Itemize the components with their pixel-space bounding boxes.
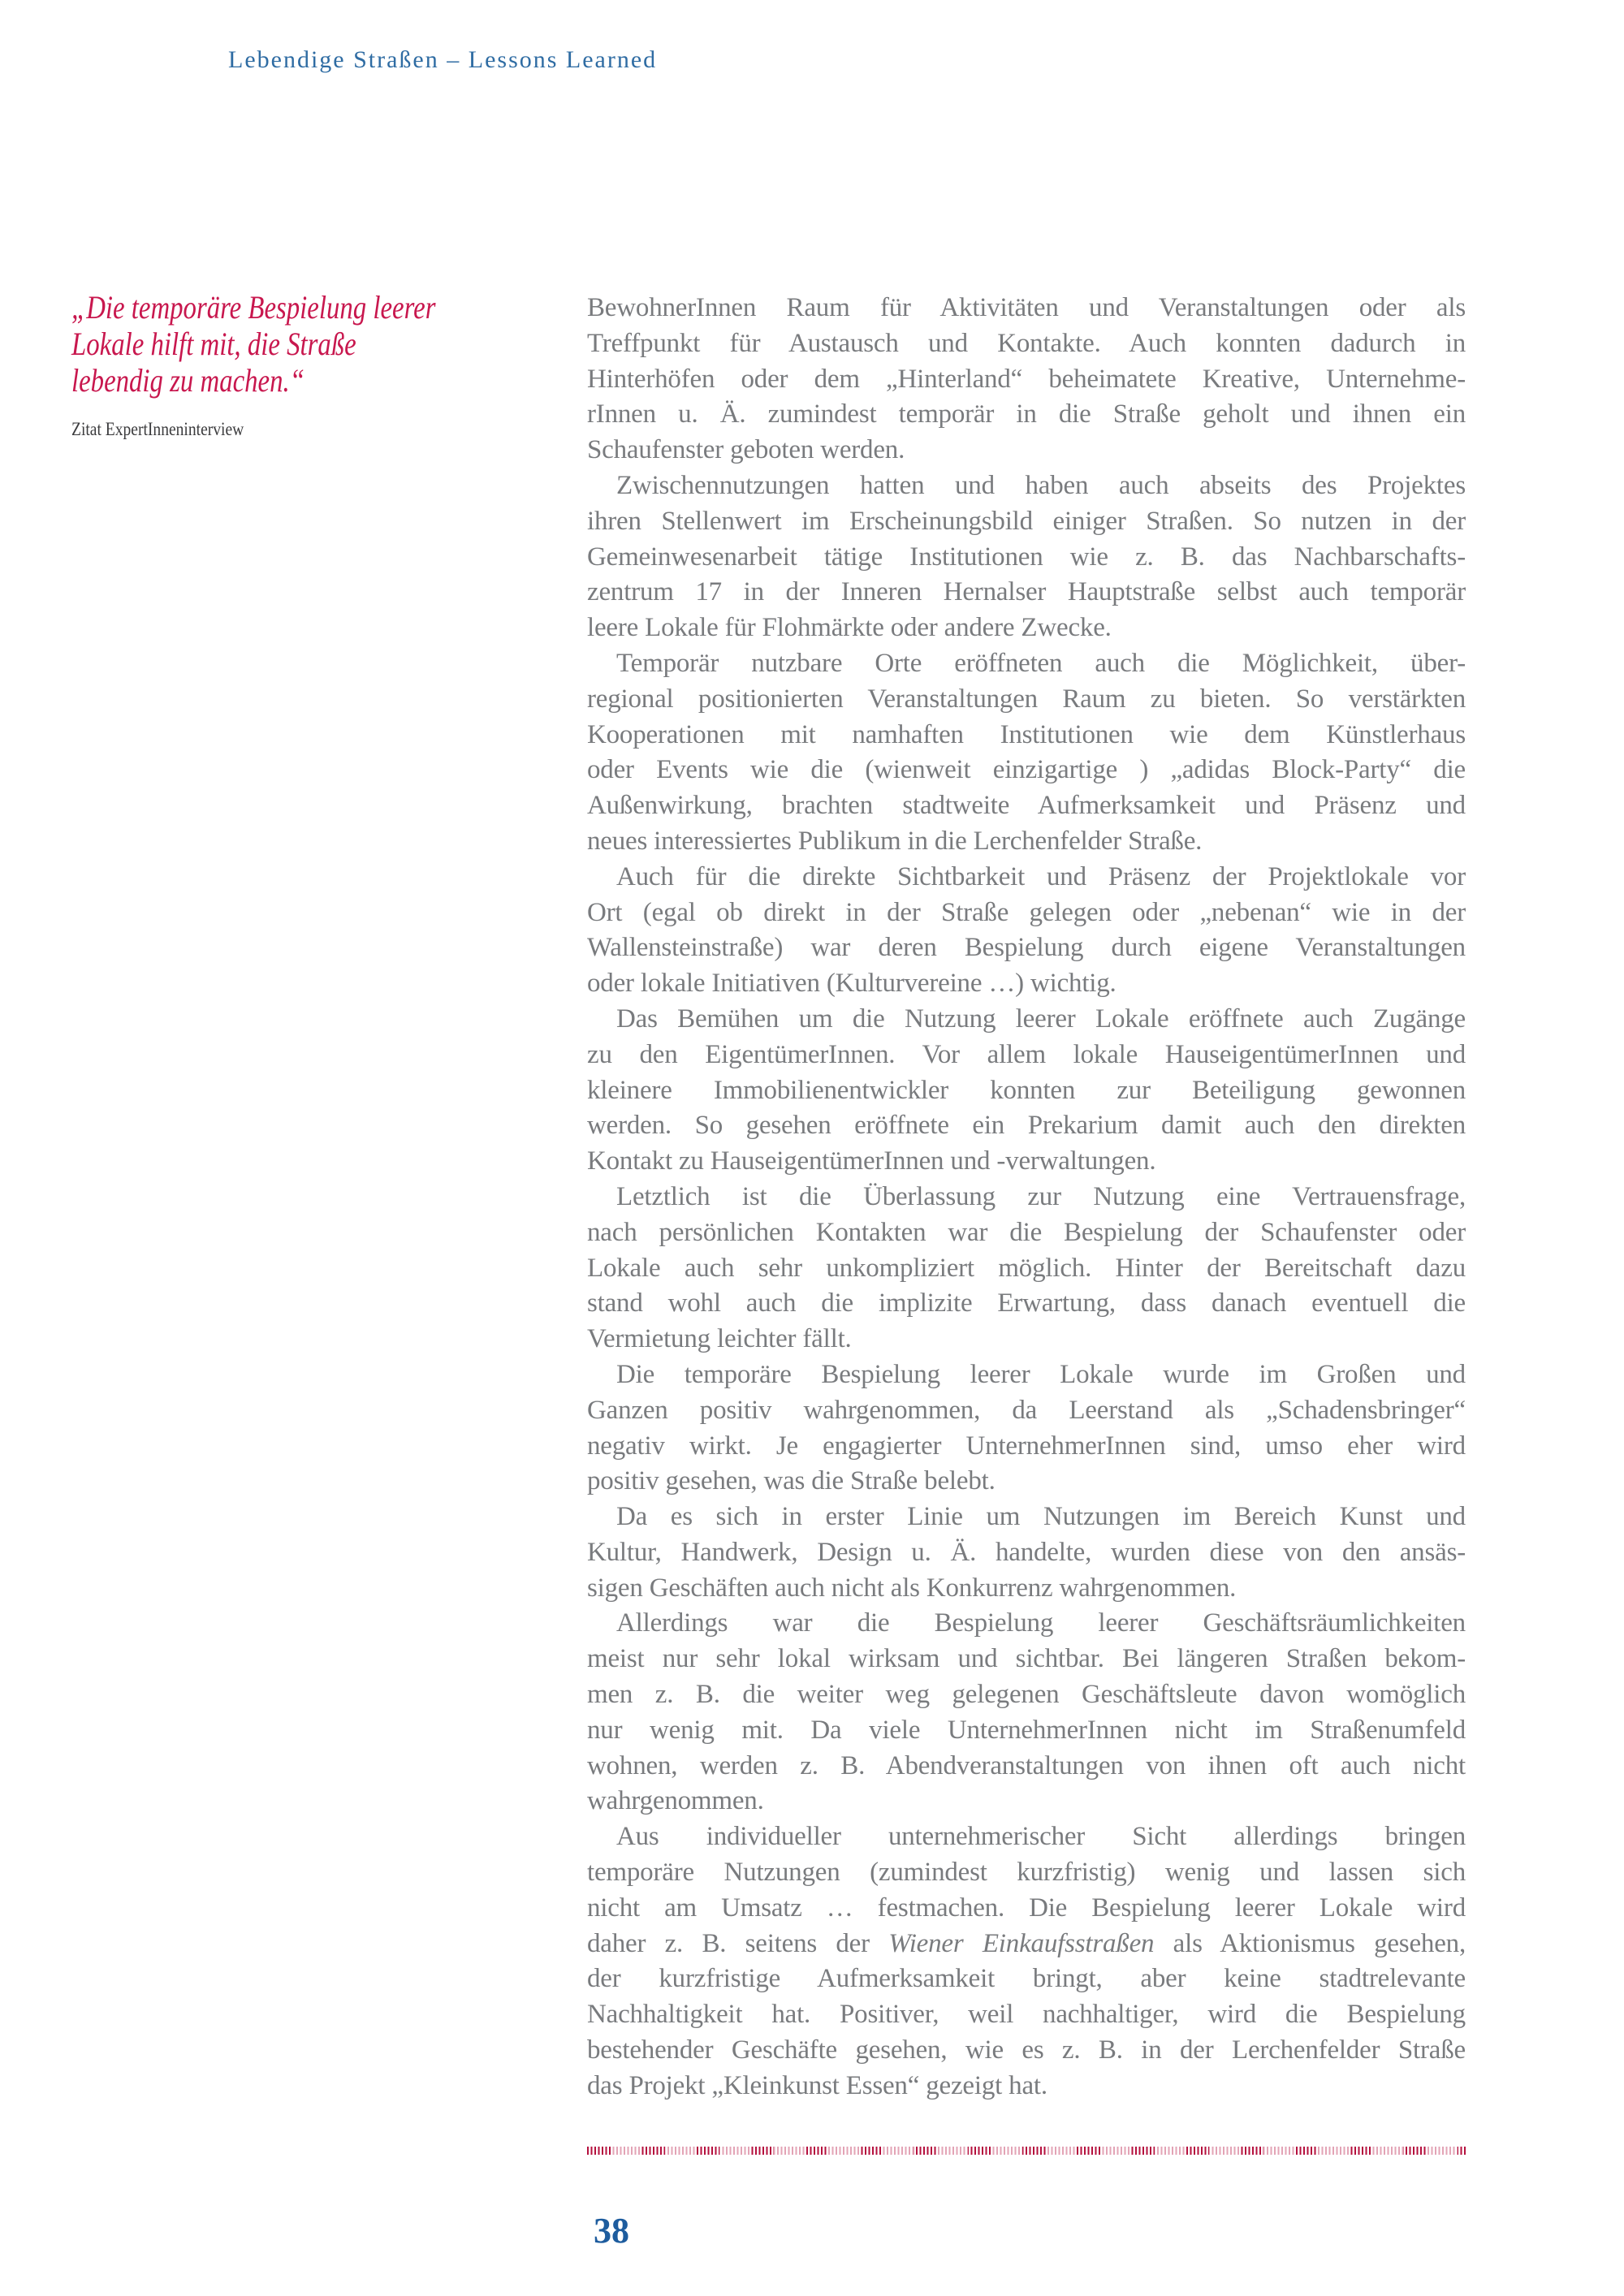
pull-quote-line: „Die temporäre Bespielung leerer [71,289,436,326]
body-line: Kontakt zu HauseigentümerInnen und -verwaltungen. [587,1146,1156,1176]
body-line: bestehender Geschäfte gesehen, wie es z. B. in der Lerchenfelder Straße [587,2035,1466,2065]
body-line: neues interessiertes Publikum in die Lerchenfelder Straße. [587,826,1203,856]
body-line: Letztlich ist die Überlassung zur Nutzung eine Vertrauensfrage, [616,1181,1466,1211]
body-line: Ganzen positiv wahrgenommen, da Leerstand als „Schadensbringer“ [587,1395,1466,1425]
body-line: meist nur sehr lokal wirksam und sichtbar. Bei längeren Straßen bekom- [587,1644,1466,1674]
pull-quote-line: Lokale hilft mit, die Straße [71,326,356,362]
text-segment: daher z. B. seitens der [587,1928,889,1958]
paragraph [587,1606,1466,1819]
body-line: kleinere Immobilienentwickler konnten zur Beteiligung gewonnen [587,1075,1466,1105]
body-line: Lokale auch sehr unkompliziert möglich. Hinter der Bereitschaft dazu [587,1253,1466,1283]
body-line: oder Events wie die (wienweit einzigartige ) „adidas Block-Party“ die [587,755,1466,785]
running-header: Lebendige Straßen – Lessons Learned [228,46,658,73]
italic-phrase: Wiener Einkaufsstraßen [888,1928,1155,1958]
body-line: Wallensteinstraße) war deren Bespielung durch eigene Veranstaltungen [587,933,1466,963]
text-segment: als Aktionismus gesehen, [1154,1928,1466,1958]
paragraph [587,291,1466,468]
body-line: positiv gesehen, was die Straße belebt. [587,1466,996,1496]
body-line: stand wohl auch die implizite Erwartung, dass danach eventuell die [587,1288,1466,1318]
body-line: ihren Stellenwert im Erscheinungsbild einiger Straßen. So nutzen in der [587,506,1466,536]
body-line: rInnen u. Ä. zumindest temporär in die Straße geholt und ihnen ein [587,399,1466,429]
page-number: 38 [594,2211,629,2251]
body-line: Kultur, Handwerk, Design u. Ä. handelte, wurden diese von den ansäs- [587,1537,1466,1567]
body-line: zu den EigentümerInnen. Vor allem lokale HauseigentümerInnen und [587,1039,1466,1069]
body-line: oder lokale Initiativen (Kulturvereine …) wichtig. [587,969,1116,999]
pull-quote-line: lebendig zu machen.“ [71,362,304,399]
pull-quote [71,289,591,399]
body-line: das Projekt „Kleinkunst Essen“ gezeigt hat. [587,2070,1047,2100]
body-line: der kurzfristige Aufmerksamkeit bringt, aber keine stadtrelevante [587,1964,1466,1994]
body-line: Allerdings war die Bespielung leerer Geschäftsräumlichkeiten [616,1608,1466,1638]
body-line: nach persönlichen Kontakten war die Bespielung der Schaufenster oder [587,1217,1466,1247]
body-line [587,1927,1466,1962]
body-line: Aus individueller unternehmerischer Sicht allerdings bringen [616,1822,1466,1852]
body-line: Treffpunkt für Austausch und Kontakte. Auch konnten dadurch in [587,328,1466,358]
body-line: zentrum 17 in der Inneren Hernalser Hauptstraße selbst auch temporär [587,577,1466,607]
body-line: Auch für die direkte Sichtbarkeit und Präsenz der Projektlokale vor [616,861,1466,891]
paragraph [587,1500,1466,1606]
body-line: Vermietung leichter fällt. [587,1324,852,1354]
body-line: leere Lokale für Flohmärkte oder andere Zwecke. [587,613,1112,643]
body-line: Hinterhöfen oder dem „Hinterland“ beheimatete Kreative, Unternehme- [587,364,1466,394]
body-line: Außenwirkung, brachten stadtweite Aufmerksamkeit und Präsenz und [587,791,1466,821]
dotted-divider [587,2147,1467,2155]
body-line: Temporär nutzbare Orte eröffneten auch die Möglichkeit, über- [616,648,1466,678]
quote-attribution: Zitat ExpertInneninterview [71,419,244,439]
body-line: wohnen, werden z. B. Abendveranstaltungen von ihnen oft auch nicht [587,1750,1466,1780]
paragraph [587,646,1466,860]
body-line: Da es sich in erster Linie um Nutzungen im Bereich Kunst und [616,1502,1466,1532]
paragraph [587,1819,1466,2104]
body-line: Ort (egal ob direkt in der Straße gelegen oder „nebenan“ wie in der [587,897,1466,927]
body-line: regional positionierten Veranstaltungen Raum zu bieten. So verstärkten [587,684,1466,714]
body-line: wahrgenommen. [587,1786,764,1816]
body-line: Zwischennutzungen hatten und haben auch abseits des Projektes [616,470,1466,500]
body-line: men z. B. die weiter weg gelegenen Geschäftsleute davon womöglich [587,1680,1466,1710]
paragraph [587,860,1466,1002]
body-line: Schaufenster geboten werden. [587,435,905,465]
body-line: nicht am Umsatz … festmachen. Die Bespielung leerer Lokale wird [587,1892,1466,1923]
body-line: Das Bemühen um die Nutzung leerer Lokale eröffnete auch Zugänge [616,1003,1466,1034]
paragraph [587,1180,1466,1357]
paragraph [587,1357,1466,1500]
paragraph [587,468,1466,646]
body-line: negativ wirkt. Je engagierter UnternehmerInnen sind, umso eher wird [587,1431,1466,1461]
body-line: sigen Geschäften auch nicht als Konkurrenz wahrgenommen. [587,1573,1237,1603]
body-line: Nachhaltigkeit hat. Positiver, weil nachhaltiger, wird die Bespielung [587,2000,1466,2030]
body-line: Kooperationen mit namhaften Institutionen wie dem Künstlerhaus [587,719,1466,749]
body-line: Gemeinwesenarbeit tätige Institutionen wie z. B. das Nachbarschafts- [587,542,1466,572]
body-line: nur wenig mit. Da viele UnternehmerInnen nicht im Straßenumfeld [587,1715,1466,1745]
body-line: Die temporäre Bespielung leerer Lokale wurde im Großen und [616,1359,1466,1389]
body-line: BewohnerInnen Raum für Aktivitäten und Veranstaltungen oder als [587,293,1466,322]
paragraph [587,1002,1466,1180]
body-line: werden. So gesehen eröffnete ein Prekarium damit auch den direkten [587,1111,1466,1141]
body-line: temporäre Nutzungen (zumindest kurzfristig) wenig und lassen sich [587,1858,1466,1888]
body-text [587,291,1466,2104]
